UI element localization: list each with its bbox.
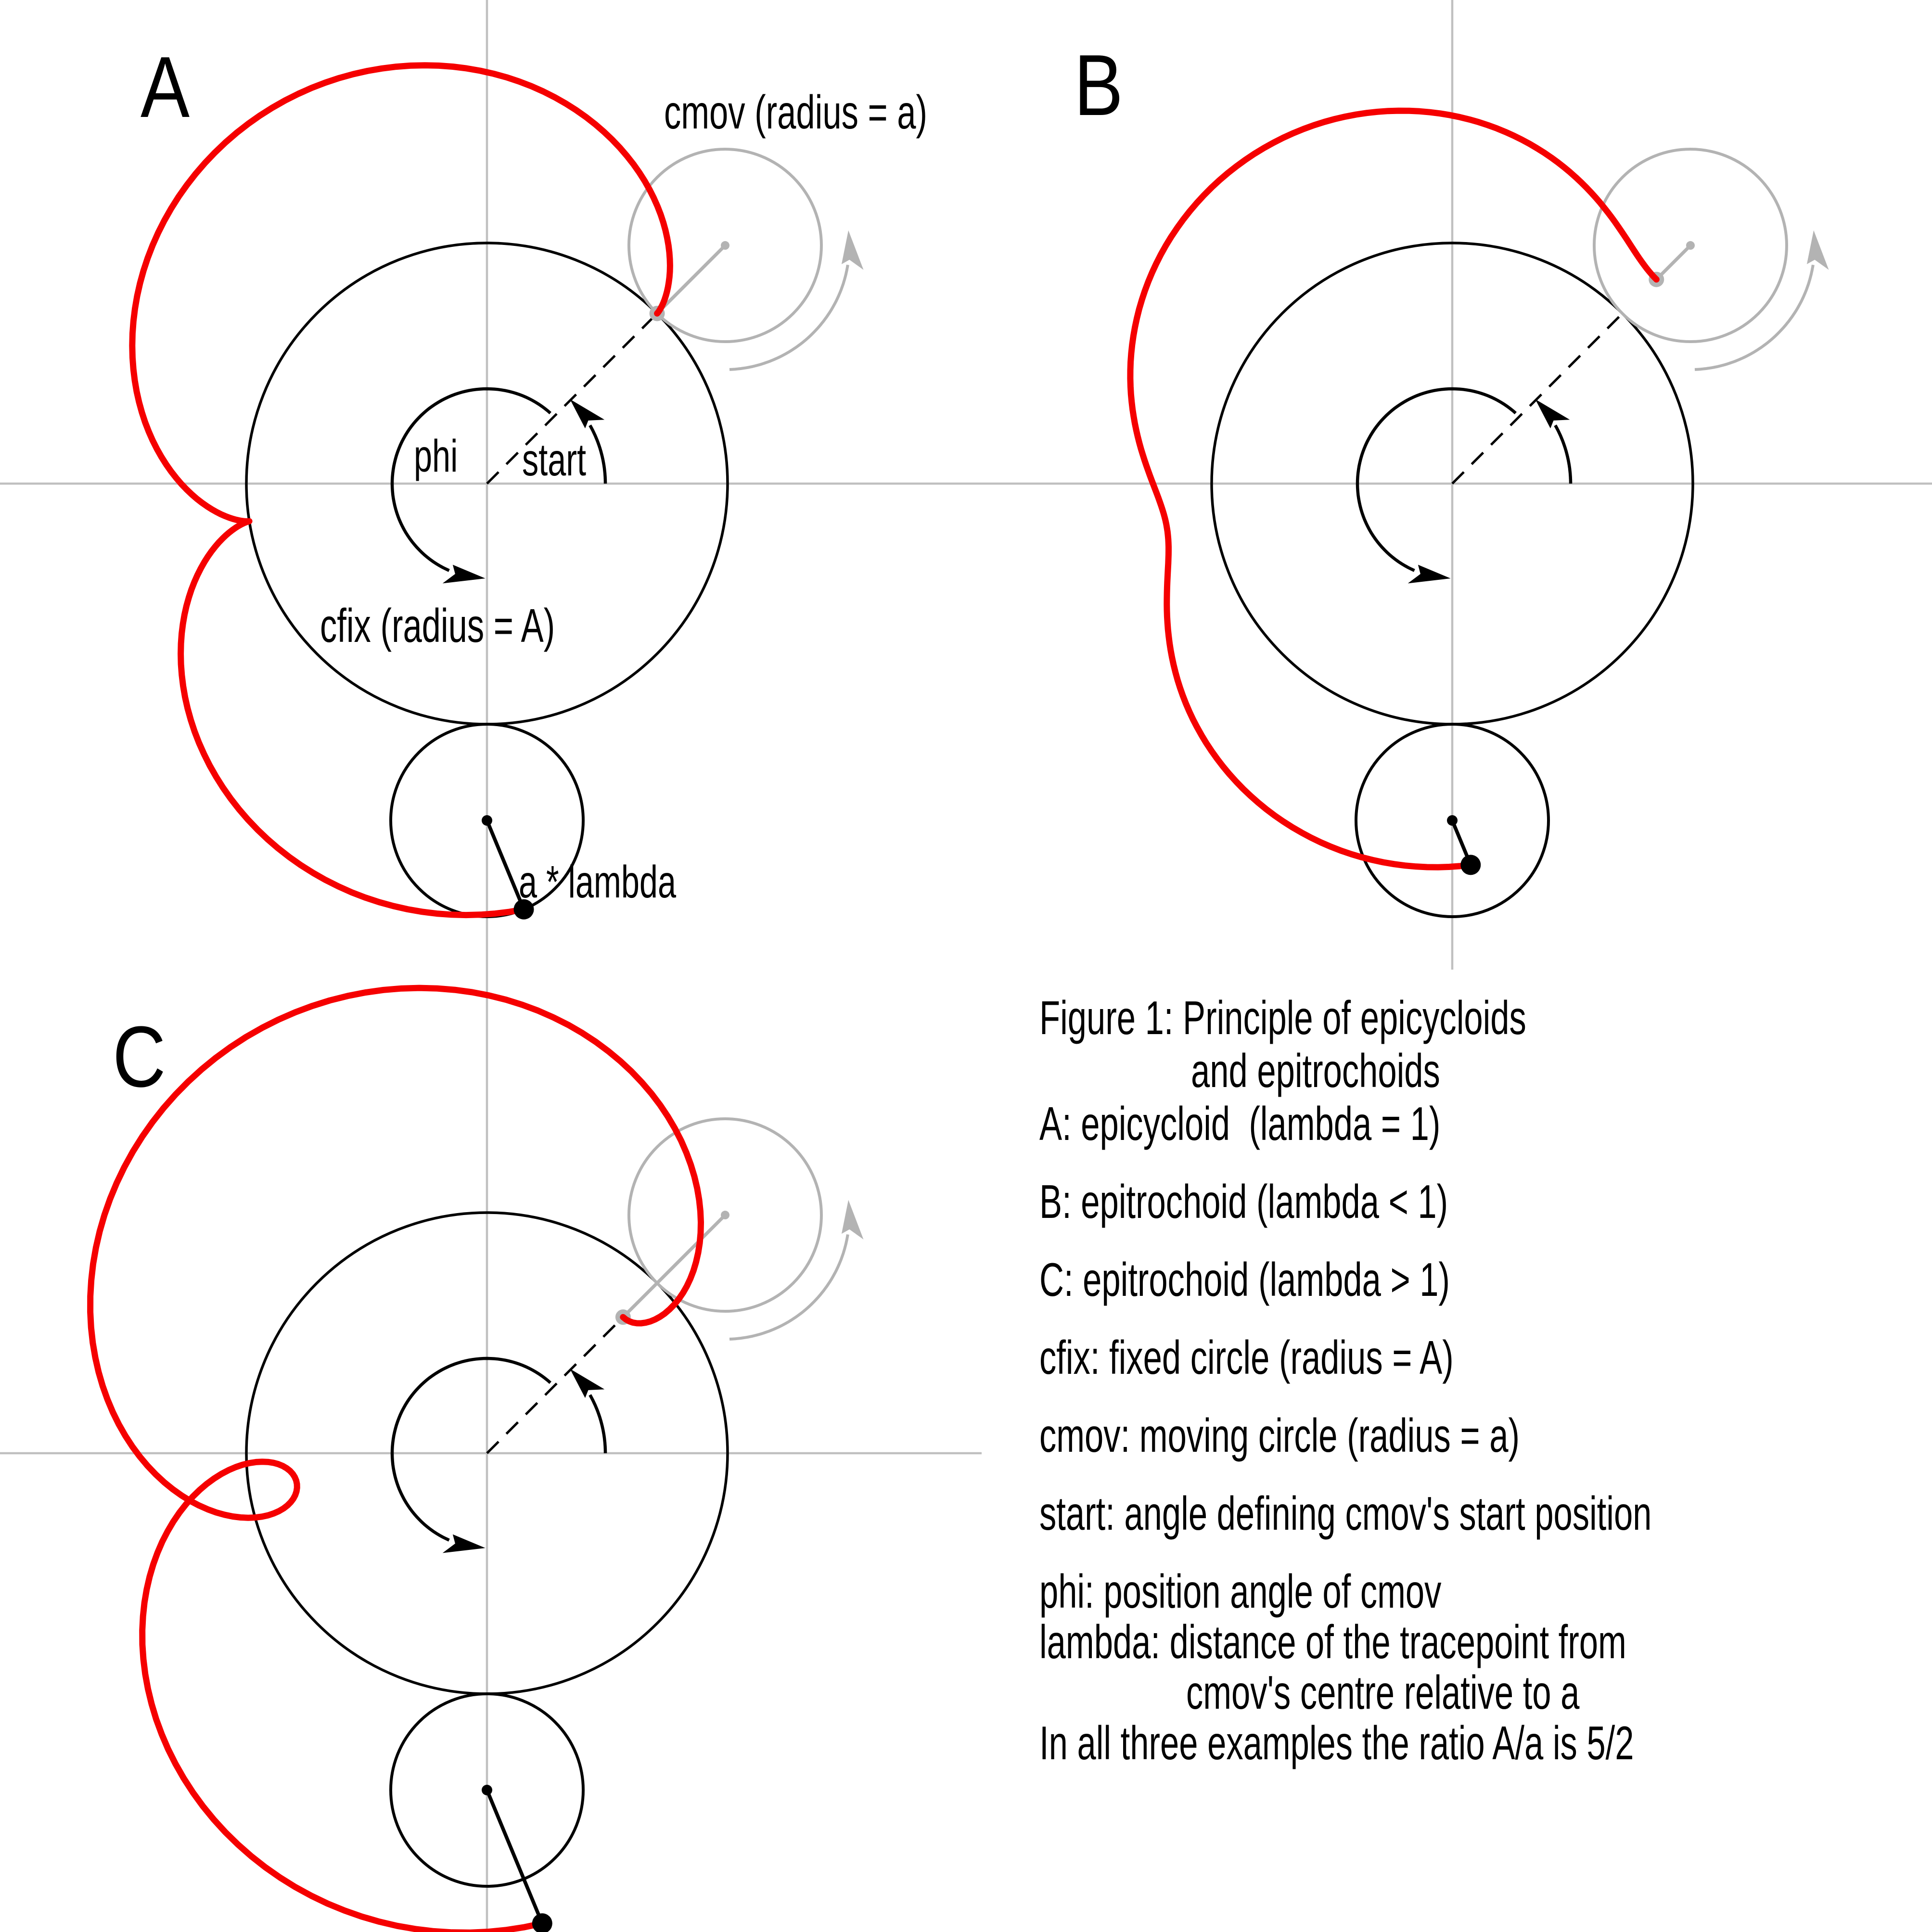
caption-line: cmov: moving circle (radius = a) [1039,1409,1520,1462]
panel-A-rotation-arrowhead [842,230,864,270]
panel-C-start-arrowhead [570,1369,604,1398]
panel-B-trace-point [1460,855,1481,875]
panel-label-b: B [1074,37,1124,134]
panel-B-cmov-center-dot-start [1686,241,1695,250]
panel-B-phi-arrowhead [1408,565,1451,584]
figure-caption [1039,993,1890,1768]
caption-line: In all three examples the ratio A/a is 5/2 [1039,1716,1634,1769]
panel-C-cmov-center-dot-current [482,1785,492,1795]
caption-line: A: epicycloid (lambda = 1) [1039,1097,1441,1150]
cmov-radius-label: cmov (radius = a) [664,86,928,139]
cfix-radius-label: cfix (radius = A) [320,599,555,652]
panel-C-tracepoint-arm [487,1790,542,1923]
panel-C-cmov-center-dot-start [721,1211,729,1219]
caption-line: start: angle defining cmov's start position [1039,1487,1652,1540]
panel-B-start-dashed-line [1452,313,1623,484]
panel-C-phi-arc [392,1358,550,1540]
panel-B-trace-curve [1130,111,1656,867]
panel-C-phi-arrowhead [443,1535,486,1553]
caption-line: cmov's centre relative to a [1186,1666,1580,1719]
panel-A-trace-curve [132,65,670,915]
panel-C-trace-curve [90,988,701,1932]
panel-A-phi-arrowhead [443,565,486,584]
panel-A-start-arrowhead [570,399,604,429]
panel-A-cmov-center-dot-current [482,815,492,826]
panel-B-rotation-arrowhead [1807,230,1829,270]
start-angle-label: start [522,435,587,486]
caption-line: lambda: distance of the tracepoint from [1039,1615,1626,1668]
panel-C-start-arc [590,1395,605,1453]
caption-title-line: Figure 1: Principle of epicycloids [1039,991,1526,1044]
panel-B-start-arrowhead [1535,399,1570,429]
panel-B-cmov-center-dot-current [1447,815,1458,826]
panel-C-rotation-arrowhead [842,1200,864,1240]
panel-C-trace-point [532,1913,552,1932]
caption-line: C: epitrochoid (lambda > 1) [1039,1253,1450,1306]
panel-A-cmov-center-dot-start [721,241,729,250]
caption-title-line: and epitrochoids [1191,1044,1440,1097]
panel-A-start-arc [590,425,605,484]
caption-line: B: epitrochoid (lambda < 1) [1039,1175,1448,1228]
phi-angle-label: phi [414,431,458,482]
panel-label-a: A [141,39,190,136]
panel-B-start-arc [1555,425,1571,484]
caption-line: cfix: fixed circle (radius = A) [1039,1331,1454,1384]
panel-label-c: C [113,1009,166,1105]
caption-line: phi: position angle of cmov [1039,1565,1442,1618]
panel-B-phi-arc [1357,389,1516,571]
trace-arm-length-label: a * lambda [519,857,677,908]
